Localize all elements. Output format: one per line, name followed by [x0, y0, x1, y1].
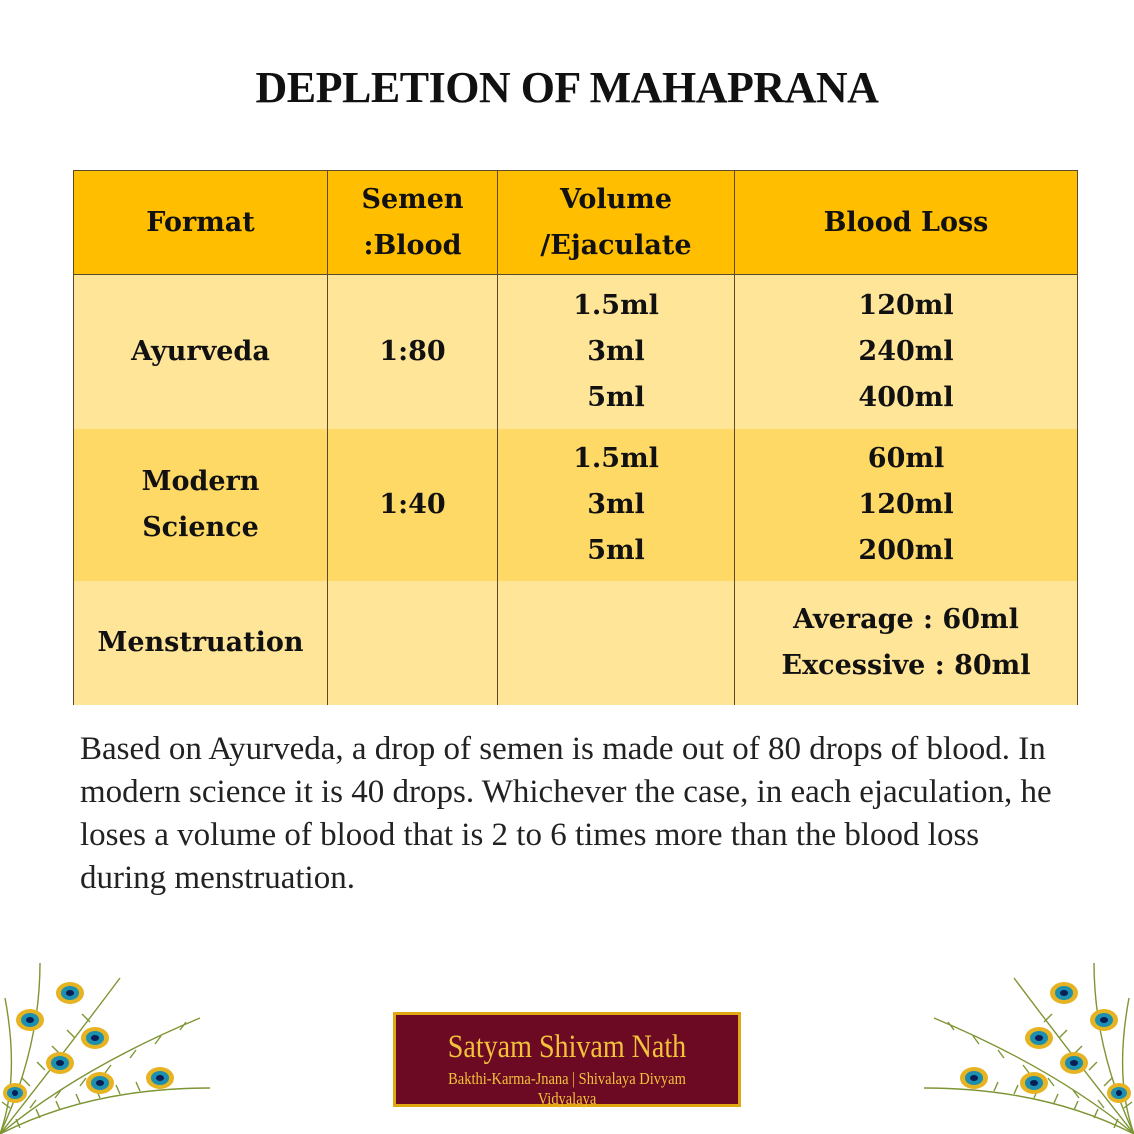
explanation-paragraph: Based on Ayurveda, a drop of semen is made out of 80 drops of blood. In modern science it is 40 drops. Whichever the case, in each ejaculation, he loses a volume of blood that is 2 to 6 times more than the blood loss during menstruation.: [80, 731, 1052, 896]
blood-loss-cell: [735, 275, 1078, 430]
header-volume-ejaculate-line: Volume /: [540, 183, 673, 261]
header-blood-loss: Blood Loss: [735, 171, 1078, 275]
format-line: Science: [142, 512, 259, 543]
volume-cell: [498, 275, 735, 430]
ratio-cell: 1:40: [328, 429, 498, 581]
logo-tagline: Bakthi-Karma-Jnana | Shivalaya Divyam Vidyalaya: [448, 1069, 686, 1108]
header-format: Format: [74, 171, 328, 275]
table-row: [74, 429, 1078, 581]
format-cell: [74, 275, 328, 430]
header-semen-blood: [328, 171, 498, 275]
volume-value: 5ml: [587, 535, 645, 566]
page-title: DEPLETION OF MAHAPRANA: [255, 63, 879, 112]
volume-value: 1.5ml: [573, 443, 659, 474]
header-volume-ejaculate: [498, 171, 735, 275]
format-cell: [74, 429, 328, 581]
blood-loss-value: 400ml: [858, 382, 954, 413]
blood-loss-value: 200ml: [858, 535, 954, 566]
depletion-table: [73, 170, 1078, 705]
volume-cell: [498, 581, 735, 705]
volume-cell: [498, 429, 735, 581]
header-volume-ejaculate-line: Ejaculate: [550, 229, 692, 261]
blood-loss-value: 60ml: [867, 443, 945, 474]
logo-name: Satyam Shivam Nath: [447, 1029, 687, 1065]
peacock-feather-icon: [0, 958, 215, 1134]
ratio-cell: [328, 581, 498, 705]
volume-value: 3ml: [587, 336, 645, 367]
peacock-feather-icon: [919, 958, 1134, 1134]
ratio-cell: 1:80: [328, 275, 498, 430]
volume-value: 3ml: [587, 489, 645, 520]
table-row: [74, 581, 1078, 705]
header-semen-blood-line: Semen :: [361, 183, 464, 261]
format-cell: [74, 581, 328, 705]
blood-loss-value: 120ml: [858, 489, 954, 520]
blood-loss-value: 240ml: [858, 336, 954, 367]
format-line: Modern: [141, 466, 260, 497]
format-line: Ayurveda: [131, 336, 270, 367]
blood-loss-cell: [735, 581, 1078, 705]
blood-loss-cell: [735, 429, 1078, 581]
brand-logo: [393, 1012, 741, 1107]
table-header-row: [74, 171, 1078, 275]
blood-loss-value: Excessive : 80ml: [781, 650, 1031, 681]
volume-value: 1.5ml: [573, 290, 659, 321]
volume-value: 5ml: [587, 382, 645, 413]
header-semen-blood-line: Blood: [373, 229, 462, 261]
blood-loss-value: 120ml: [858, 290, 954, 321]
table-row: [74, 275, 1078, 430]
blood-loss-value: Average : 60ml: [793, 604, 1019, 635]
format-line: Menstruation: [97, 627, 304, 658]
